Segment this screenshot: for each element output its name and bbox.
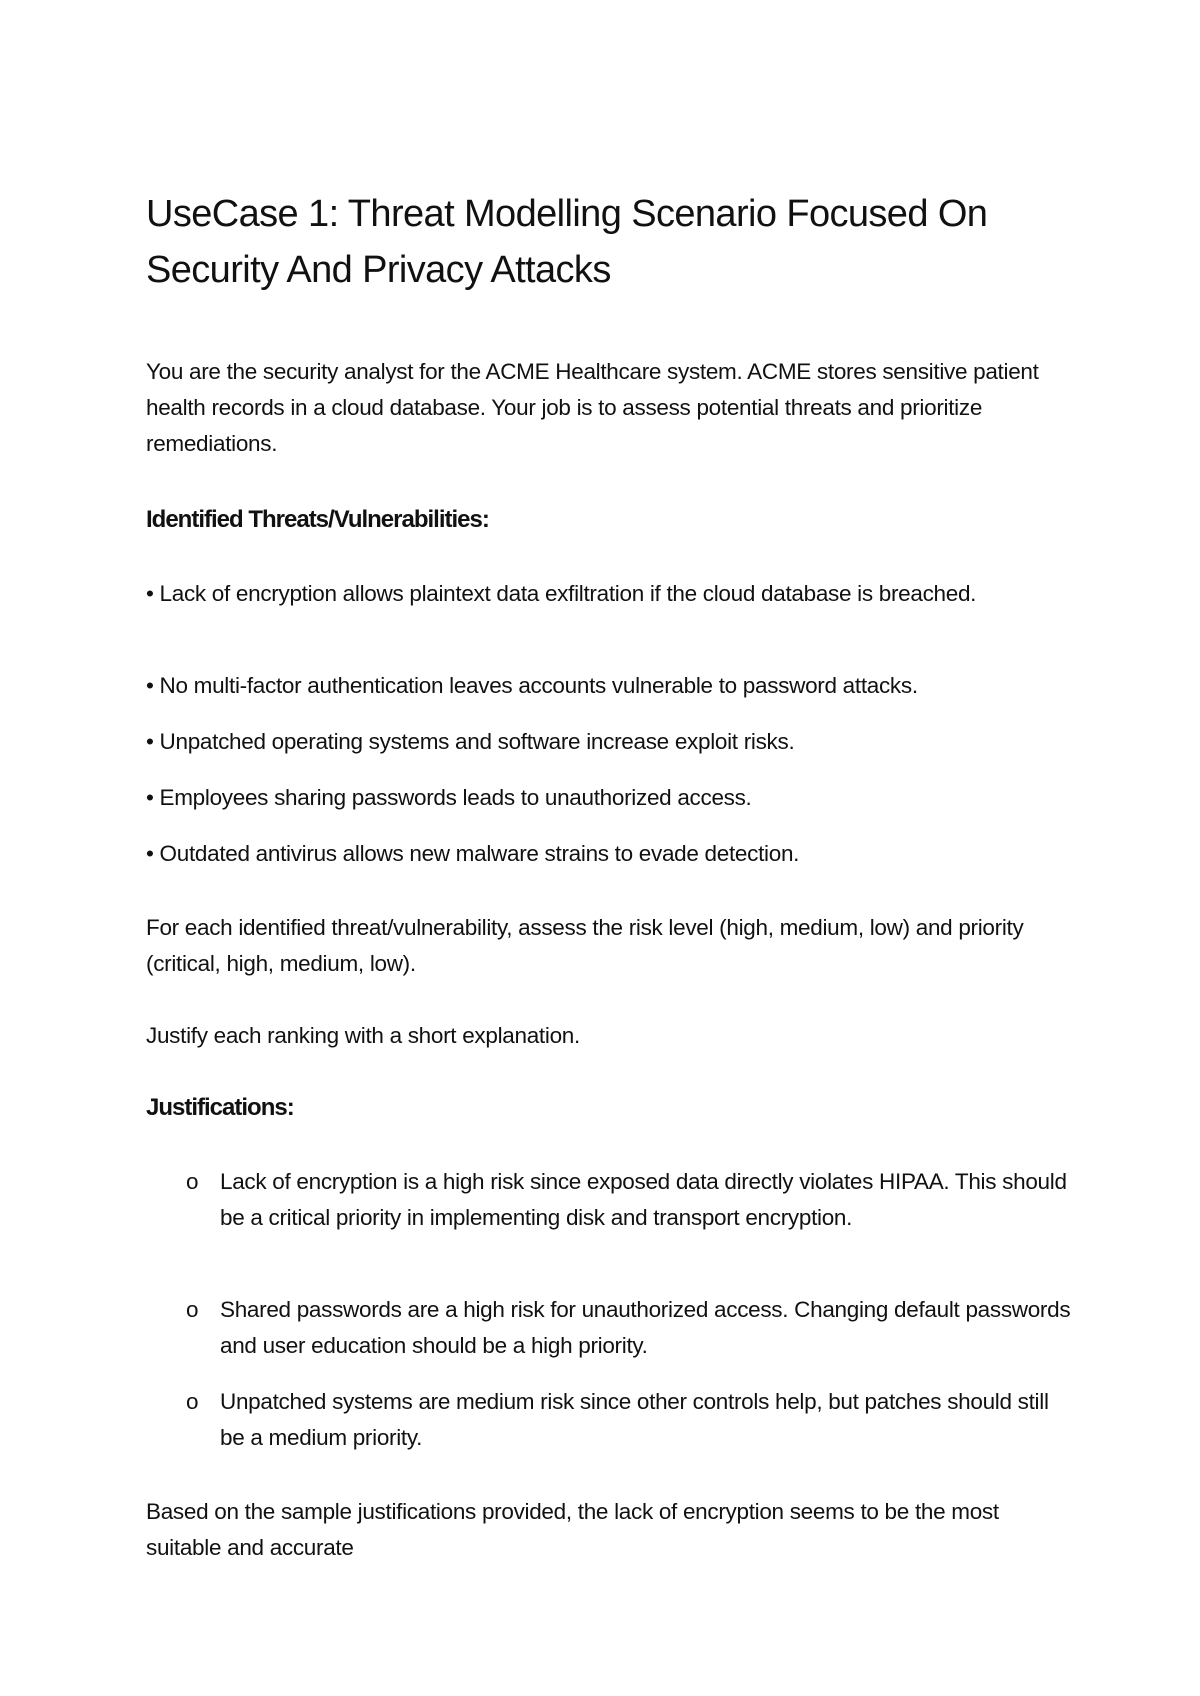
page-title: UseCase 1: Threat Modelling Scenario Focused On Security And Privacy Attacks xyxy=(146,193,988,291)
justification-text: Shared passwords are a high risk for unauthorized access. Changing default passwords and user education should be a high priority. xyxy=(220,1297,1071,1358)
justifications-heading: Justifications: xyxy=(146,1094,294,1121)
threat-item: • Outdated antivirus allows new malware strains to evade detection. xyxy=(146,841,800,866)
instruction-paragraph: For each identified threat/vulnerability, assess the risk level (high, medium, low) and priority (critical, high, medium, low). xyxy=(146,915,1024,976)
conclusion-paragraph: Based on the sample justifications provided, the lack of encryption seems to be the most suitable and accurate xyxy=(146,1499,999,1560)
justification-text: Unpatched systems are medium risk since other controls help, but patches should still be a medium priority. xyxy=(220,1389,1049,1450)
threat-item: • Unpatched operating systems and software increase exploit risks. xyxy=(146,729,795,754)
justification-text: Lack of encryption is a high risk since exposed data directly violates HIPAA. This should be a critical priority in implementing disk and transport encryption. xyxy=(220,1169,1067,1230)
instruction-paragraph: Justify each ranking with a short explanation. xyxy=(146,1023,580,1048)
justification-item xyxy=(186,1164,1076,1236)
justification-item xyxy=(186,1384,1076,1456)
threats-heading: Identified Threats/Vulnerabilities: xyxy=(146,506,489,533)
threat-item: • No multi-factor authentication leaves accounts vulnerable to password attacks. xyxy=(146,673,918,698)
threat-item: • Lack of encryption allows plaintext data exfiltration if the cloud database is breached. xyxy=(146,581,977,606)
list-marker: o xyxy=(186,1297,199,1322)
list-marker: o xyxy=(186,1389,199,1414)
justification-item xyxy=(186,1292,1076,1364)
threat-item: • Employees sharing passwords leads to unauthorized access. xyxy=(146,785,752,810)
list-marker: o xyxy=(186,1169,199,1194)
intro-paragraph: You are the security analyst for the ACME Healthcare system. ACME stores sensitive patient health records in a cloud database. Your job is to assess potential threats and prioritize remediations. xyxy=(146,359,1039,456)
